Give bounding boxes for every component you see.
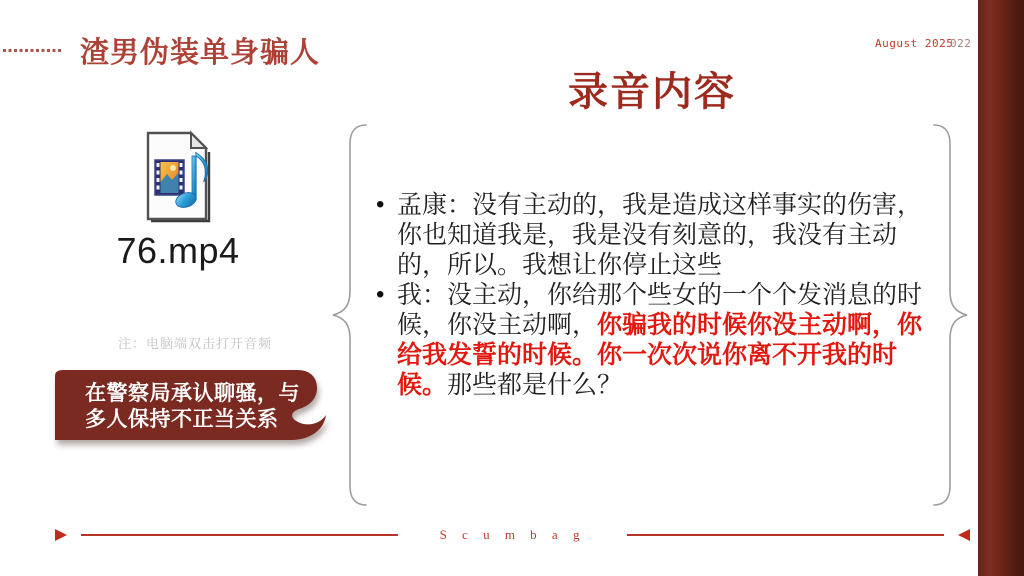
header-date: August 2025 bbox=[875, 37, 954, 50]
right-edge-red-bar bbox=[978, 0, 1024, 576]
transcript-list bbox=[375, 190, 924, 400]
transcript-text: 那些都是什么？ bbox=[447, 371, 623, 399]
film-frame-graphic bbox=[155, 160, 184, 195]
left-triangle-icon bbox=[958, 529, 970, 541]
transcript-text: 孟康：没有主动的，我是造成这样事实的伤害，你也知道我是，我是没有刻意的，我没有主动的，所以。我想让你停止这些 bbox=[397, 191, 923, 279]
ribbon-text: 在警察局承认聊骚，与多人保持不正当关系 bbox=[85, 381, 300, 431]
transcript-text: 我：没主动，你给那个些女的一个个发消息的时候，你没主动啊， bbox=[397, 281, 923, 339]
footer-line-left bbox=[81, 534, 398, 536]
slide-title: 渣男伪装单身骗人 bbox=[80, 37, 321, 69]
transcript-bullet-me bbox=[375, 280, 924, 400]
dotted-line bbox=[3, 49, 63, 52]
section-title: 录音内容 bbox=[568, 69, 736, 114]
right-brace-icon bbox=[931, 123, 971, 507]
transcript-bullet-mengkang bbox=[375, 190, 924, 280]
right-triangle-icon bbox=[55, 529, 67, 541]
footer-line-right bbox=[627, 534, 944, 536]
left-brace-icon bbox=[329, 123, 369, 507]
media-file-icon[interactable] bbox=[140, 130, 216, 224]
page-number: 022 bbox=[950, 37, 972, 50]
file-name[interactable]: 76.mp4 bbox=[116, 230, 240, 271]
footer-brand: S c u m b a g bbox=[439, 527, 586, 542]
transcript-text-highlight: 你骗我的时候你没主动啊，你给我发誓的时候。你一次次说你离不开我的时候。 bbox=[397, 311, 923, 399]
ribbon-callout bbox=[54, 367, 332, 447]
media-file-object[interactable] bbox=[98, 130, 258, 272]
footer bbox=[55, 528, 970, 542]
file-note: 注：电脑端双击打开音频 bbox=[118, 336, 273, 351]
